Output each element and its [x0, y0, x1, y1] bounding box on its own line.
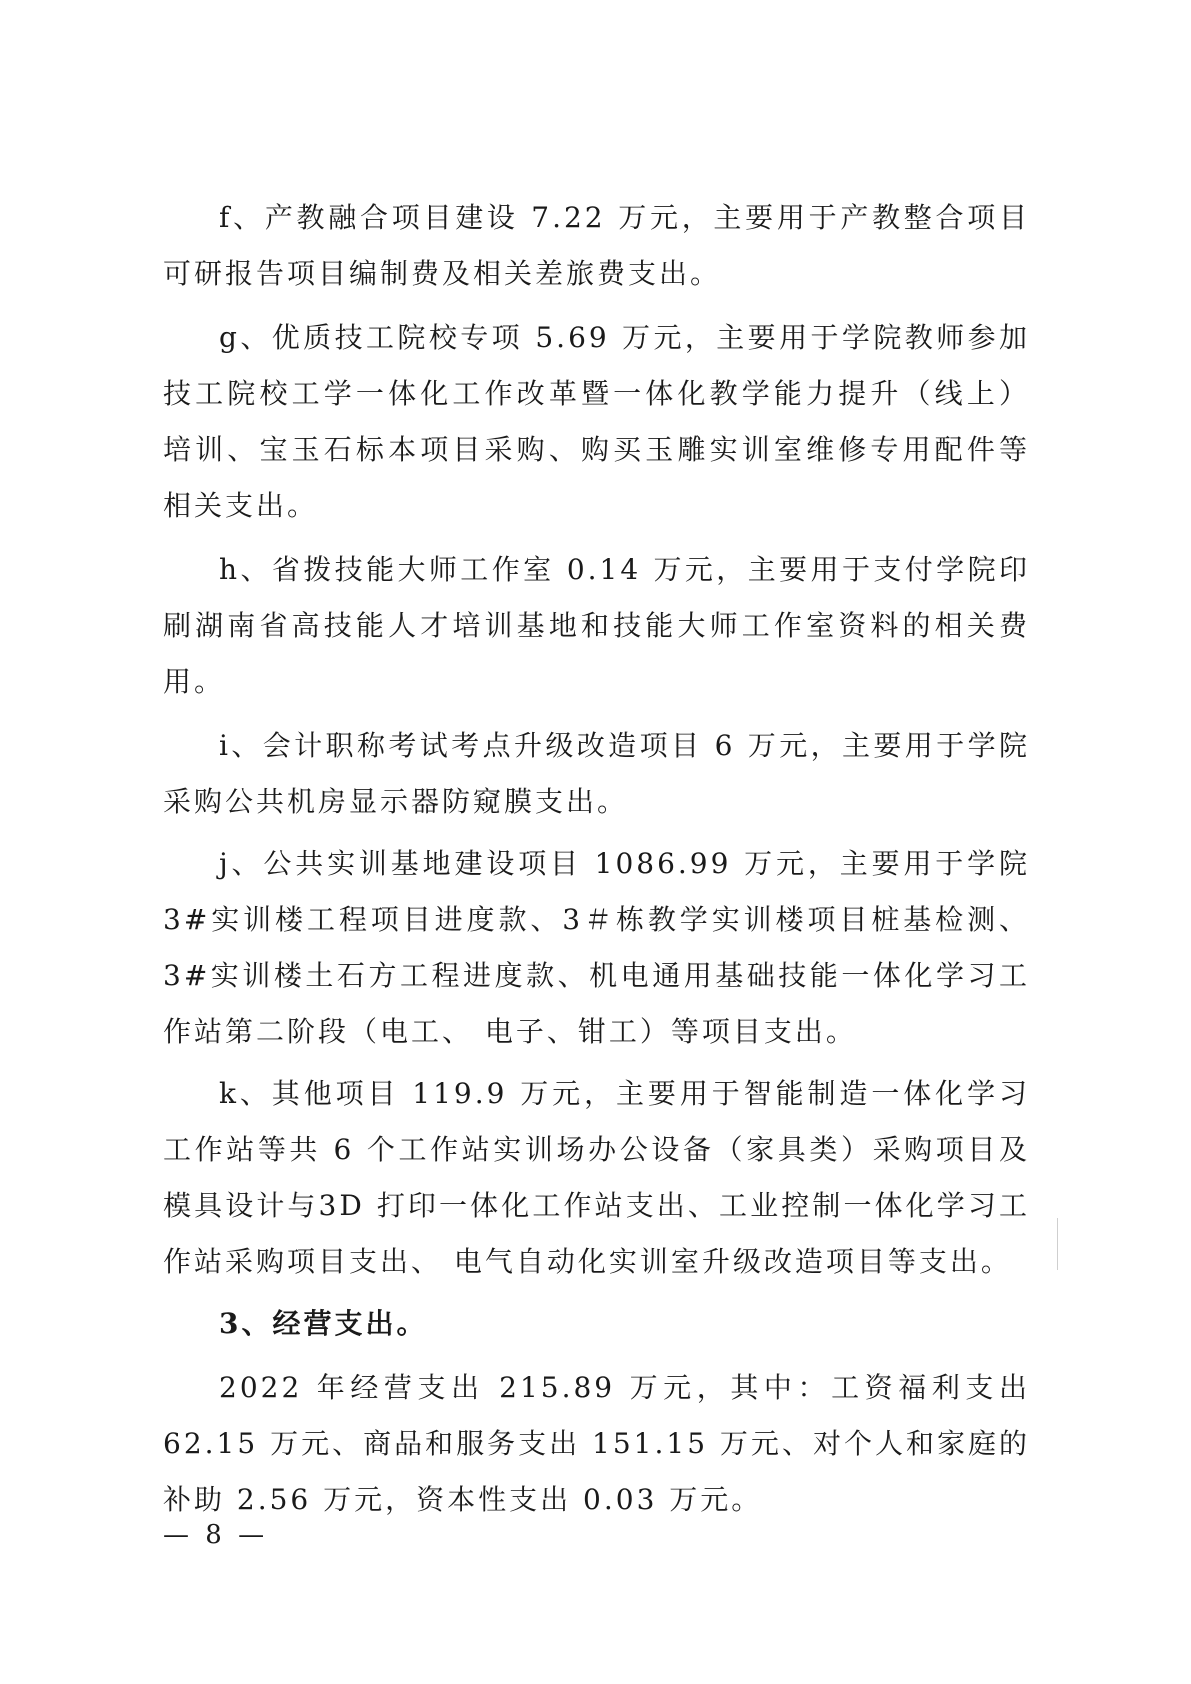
section-heading: 3、经营支出。 — [219, 1307, 428, 1340]
section-body: 2022 年经营支出 215.89 万元，其中：工资福利支出 62.15 万元、商品和服务支出 151.15 万元、对个人和家庭的补助 2.56 万元，资本性支出 0.03 万元。 — [163, 1371, 1030, 1516]
margin-rule — [1057, 1218, 1058, 1270]
page-number: — 8 — — [163, 1520, 269, 1550]
paragraph-k: k、其他项目 119.9 万元，主要用于智能制造一体化学习工作站等共 6 个工作站实训场办公设备（家具类）采购项目及模具设计与3D 打印一体化工作站支出、工业控制一体化学习工作站采购项目支出、 电气自动化实训室升级改造项目等支出。 — [163, 1077, 1030, 1278]
page-content — [163, 190, 1030, 1536]
paragraph-g: g、优质技工院校专项 5.69 万元，主要用于学院教师参加技工院校工学一体化工作改革暨一体化教学能力提升（线上）培训、宝玉石标本项目采购、购买玉雕实训室维修专用配件等相关支出。 — [163, 321, 1030, 522]
paragraph-h: h、省拨技能大师工作室 0.14 万元，主要用于支付学院印刷湖南省高技能人才培训基地和技能大师工作室资料的相关费用。 — [163, 553, 1030, 698]
paragraph-f: f、产教融合项目建设 7.22 万元，主要用于产教整合项目可研报告项目编制费及相关差旅费支出。 — [163, 201, 1030, 290]
paragraph-i: i、会计职称考试考点升级改造项目 6 万元，主要用于学院采购公共机房显示器防窥膜支出。 — [163, 729, 1030, 818]
paragraph-j: j、公共实训基地建设项目 1086.99 万元，主要用于学院 3#实训楼工程项目进度款、3＃栋教学实训楼项目桩基检测、3#实训楼土石方工程进度款、机电通用基础技能一体化学习工作站第二阶段（电工、 电子、钳工）等项目支出。 — [163, 847, 1030, 1048]
